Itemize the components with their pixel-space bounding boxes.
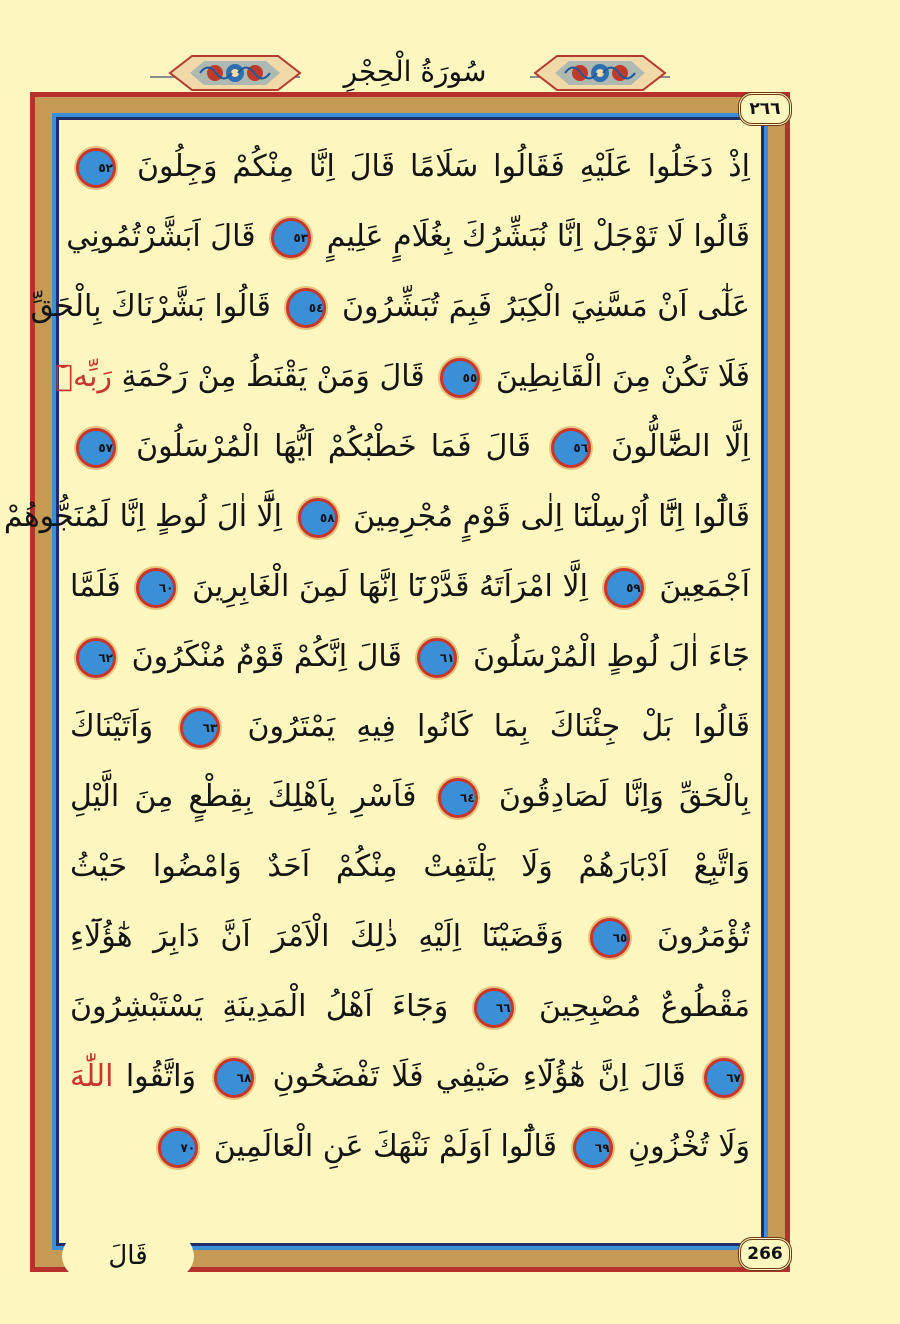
ayah-number-marker: ٦٧ — [704, 1058, 744, 1098]
verse-text: تُؤْمَرُونَ — [657, 919, 750, 954]
verse-text: قَالَ وَمَنْ يَقْنَطُ مِنْ رَحْمَةِ — [121, 359, 425, 394]
verse-text: بِالْحَقِّ وَاِنَّا لَصَادِقُونَ — [498, 779, 750, 814]
ornament-left-icon — [170, 50, 300, 96]
page-header — [0, 0, 900, 100]
ayah-number-marker: ٧٠ — [158, 1128, 198, 1168]
verse-line — [70, 832, 750, 902]
surah-title: سُورَةُ الْحِجْرِ — [343, 55, 487, 88]
verse-text: وَاتَّقُوا — [125, 1059, 196, 1094]
verse-text: فَلَمَّا — [70, 569, 121, 604]
verse-text: قَالَ اَبَشَّرْتُمُونِي — [66, 219, 256, 254]
verse-text: فَاَسْرِ بِاَهْلِكَ بِقِطْعٍ مِنَ الَّيْلِ — [70, 779, 417, 814]
ayah-number-marker: ٦٣ — [180, 708, 220, 748]
red-divine-word: اللّٰهَ — [70, 1059, 114, 1094]
ayah-number-marker: ٥٤ — [286, 288, 326, 328]
ornament-right-icon — [535, 50, 665, 96]
verse-text: اِلَّا الضَّٓالُّونَ — [611, 429, 750, 464]
verse-text: عَلٰٓى اَنْ مَسَّنِيَ الْكِبَرُ فَبِمَ تُبَشِّرُونَ — [341, 289, 750, 324]
verse-text: اِلَّٓا اٰلَ لُوطٍ اِنَّا لَمُنَجُّوهُمْ — [3, 499, 283, 534]
red-divine-word: رَبِّهٖٓ — [55, 359, 112, 394]
verse-line — [70, 552, 750, 622]
verse-text: قَالَ اِنَّكُمْ قَوْمٌ مُنْكَرُونَ — [131, 639, 402, 674]
ayah-number-marker: ٦٢ — [76, 638, 116, 678]
verse-line — [70, 1042, 750, 1112]
verse-line — [55, 342, 750, 412]
verse-text: قَالَ اِنَّ هٰٓؤُلَٓاءِ ضَيْفِي فَلَا تَفْضَحُونِ — [272, 1059, 686, 1094]
verse-text: قَالَ فَمَا خَطْبُكُمْ اَيُّهَا الْمُرْسَلُونَ — [136, 429, 531, 464]
verse-line — [70, 902, 750, 972]
verse-line — [30, 272, 750, 342]
verse-text: قَالُوا لَا تَوْجَلْ اِنَّا نُبَشِّرُكَ بِغُلَامٍ عَلِيمٍ — [326, 219, 750, 254]
verse-line — [70, 972, 750, 1042]
verse-text: وَقَضَيْنَٓا اِلَيْهِ ذٰلِكَ الْاَمْرَ اَنَّ دَابِرَ هٰٓؤُلَٓاءِ — [70, 919, 564, 954]
verse-text: اِلَّا امْرَاَتَهُ قَدَّرْنَٓا اِنَّهَا لَمِنَ الْغَابِرِينَ — [192, 569, 589, 604]
verse-line — [70, 412, 750, 482]
page-number-latin: 266 — [738, 1237, 792, 1271]
verse-line — [66, 202, 750, 272]
ayah-number-marker: ٦٨ — [214, 1058, 254, 1098]
verse-line — [3, 482, 750, 552]
ayah-number-marker: ٥٥ — [440, 358, 480, 398]
verse-line — [70, 762, 750, 832]
ayah-number-marker: ٥٢ — [76, 148, 116, 188]
ayah-number-marker: ٦١ — [417, 638, 457, 678]
verse-text: وَجَٓاءَ اَهْلُ الْمَدِينَةِ يَسْتَبْشِرُونَ — [70, 989, 449, 1024]
verse-text: جَٓاءَ اٰلَ لُوطٍ الْمُرْسَلُونَ — [473, 639, 750, 674]
verse-line — [70, 132, 750, 202]
verse-text: قَالُوا بَلْ جِئْنَاكَ بِمَا كَانُوا فِيهِ يَمْتَرُونَ — [247, 709, 750, 744]
verse-text: فَلَا تَكُنْ مِنَ الْقَانِطِينَ — [495, 359, 750, 394]
ayah-number-marker: ٥٨ — [298, 498, 338, 538]
verse-text: اِذْ دَخَلُوا عَلَيْهِ فَقَالُوا سَلَامًا قَالَ اِنَّا مِنْكُمْ وَجِلُونَ — [136, 149, 750, 184]
ayah-number-marker: ٦٤ — [438, 778, 478, 818]
verse-line — [70, 692, 750, 762]
ayah-number-marker: ٦٠ — [136, 568, 176, 608]
verse-text: قَالُوا بَشَّرْنَاكَ بِالْحَقِّ — [30, 289, 271, 324]
ayah-number-marker: ٥٦ — [551, 428, 591, 468]
verse-text: وَاَتَيْنَاكَ — [70, 709, 154, 744]
ayah-number-marker: ٥٩ — [604, 568, 644, 608]
verse-text: وَاتَّبِعْ اَدْبَارَهُمْ وَلَا يَلْتَفِتْ مِنْكُمْ اَحَدٌ وَامْضُوا حَيْثُ — [70, 849, 750, 884]
ayah-number-marker: ٦٥ — [590, 918, 630, 958]
page-number-arabic: ٢٦٦ — [738, 92, 792, 126]
verse-line — [70, 622, 750, 692]
verse-lines — [3, 132, 751, 1182]
ayah-number-marker: ٦٦ — [474, 988, 514, 1028]
ayah-number-marker: ٥٣ — [271, 218, 311, 258]
verse-line — [70, 1112, 750, 1182]
verse-text: قَالُٓوا اِنَّٓا اُرْسِلْنَٓا اِلٰى قَوْمٍ مُجْرِمِينَ — [353, 499, 750, 534]
verse-text: اَجْمَعِينَ — [659, 569, 751, 604]
verse-text: قَالُٓوا اَوَلَمْ نَنْهَكَ عَنِ الْعَالَمِينَ — [213, 1129, 557, 1164]
ayah-number-marker: ٦٩ — [573, 1128, 613, 1168]
verse-text: وَلَا تُخْزُونِ — [628, 1129, 750, 1164]
verse-text: مَقْطُوعٌ مُصْبِحِينَ — [538, 989, 750, 1024]
catchword: قَالَ — [62, 1234, 194, 1278]
ayah-number-marker: ٥٧ — [76, 428, 116, 468]
